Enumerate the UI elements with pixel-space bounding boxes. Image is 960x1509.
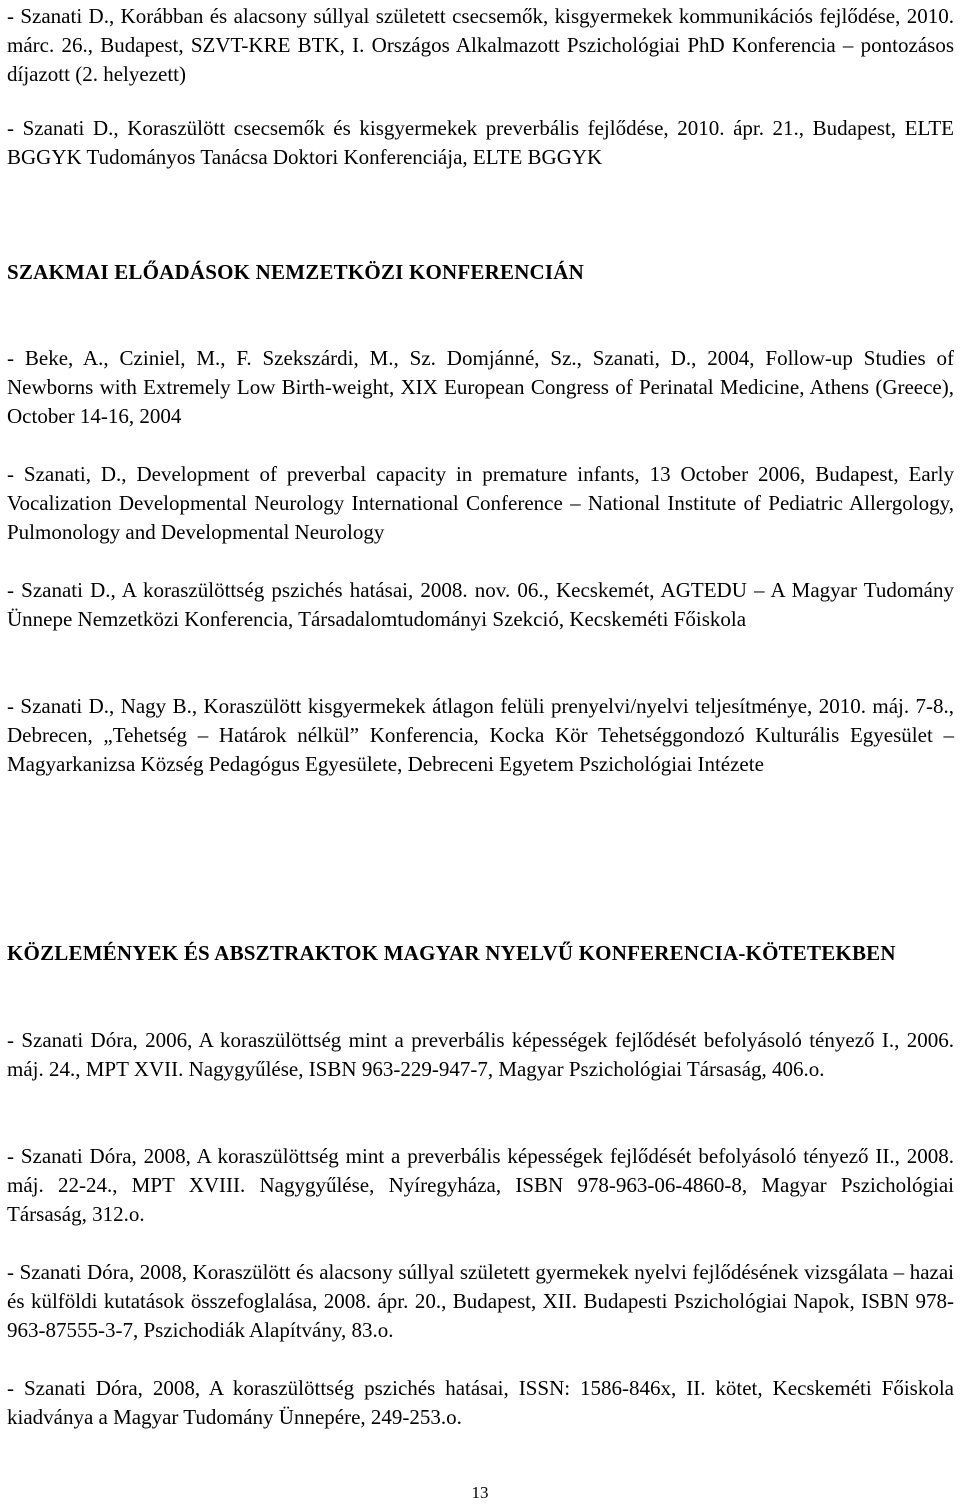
entry-publication-2: - Szanati Dóra, 2008, A koraszülöttség mint a preverbális képességek fejlődését befolyásoló tényező II., 2008. máj. 22-24., MPT XVIII. Nagygyűlése, Nyíregyháza, ISBN 978-963-06-4860-8, Magyar Pszichológiai Társaság, 312.o. <box>7 1144 954 1226</box>
section-heading-international-talks: SZAKMAI ELŐADÁSOK NEMZETKÖZI KONFERENCIÁN <box>7 260 585 284</box>
entry-international-3: - Szanati D., A koraszülöttség pszichés hatásai, 2008. nov. 06., Kecskemét, AGTEDU – A Magyar Tudomány Ünnepe Nemzetközi Konferencia, Társadalomtudományi Szekció, Kecskeméti Főiskola <box>7 578 954 631</box>
entry-publication-1: - Szanati Dóra, 2006, A koraszülöttség mint a preverbális képességek fejlődését befolyásoló tényező I., 2006. máj. 24., MPT XVII. Nagygyűlése, ISBN 963-229-947-7, Magyar Pszichológiai Társaság, 406.o. <box>7 1028 954 1081</box>
page-number: 13 <box>471 1483 489 1502</box>
entry-publication-3: - Szanati Dóra, 2008, Koraszülött és alacsony súllyal született gyermekek nyelvi fejlődésének vizsgálata – hazai és külföldi kutatások összefoglalása, 2008. ápr. 20., Budapest, XII. Budapesti Pszichológiai Napok, ISBN 978-963-87555-3-7, Pszichodiák Alapítvány, 83.o. <box>7 1260 954 1342</box>
entry-international-1: - Beke, A., Cziniel, M., F. Szekszárdi, M., Sz. Domjánné, Sz., Szanati, D., 2004, Follow-up Studies of Newborns with Extremely Low Birth-weight, XIX European Congress of Perinatal Medicine, Athens (Greece), October 14-16, 2004 <box>7 346 954 428</box>
entry-hungarian-conference-2: - Szanati D., Koraszülött csecsemők és kisgyermekek preverbális fejlődése, 2010. ápr. 21., Budapest, ELTE BGGYK Tudományos Tanácsa Doktori Konferenciája, ELTE BGGYK <box>7 116 954 169</box>
entry-hungarian-conference-1: - Szanati D., Korábban és alacsony súllyal született csecsemők, kisgyermekek kommunikációs fejlődése, 2010. márc. 26., Budapest, SZVT-KRE BTK, I. Országos Alkalmazott Pszichológiai PhD Konferencia – pontozásos díjazott (2. helyezett) <box>7 4 954 86</box>
section-heading-publications: KÖZLEMÉNYEK ÉS ABSZTRAKTOK MAGYAR NYELVŰ KONFERENCIA-KÖTETEKBEN <box>7 941 896 965</box>
entry-international-2: - Szanati, D., Development of preverbal capacity in premature infants, 13 October 2006, Budapest, Early Vocalization Developmental Neurology International Conference – National Institute of Pediatric Allergology, Pulmonology and Developmental Neurology <box>7 462 954 544</box>
entry-international-4: - Szanati D., Nagy B., Koraszülött kisgyermekek átlagon felüli prenyelvi/nyelvi teljesítménye, 2010. máj. 7-8., Debrecen, „Tehetség – Határok nélkül” Konferencia, Kocka Kör Tehetséggondozó Kulturális Egyesület – Magyarkanizsa Község Pedagógus Egyesülete, Debreceni Egyetem Pszichológiai Intézete <box>7 694 954 776</box>
entry-publication-4: - Szanati Dóra, 2008, A koraszülöttség pszichés hatásai, ISSN: 1586-846x, II. kötet, Kecskeméti Főiskola kiadványa a Magyar Tudomány Ünnepére, 249-253.o. <box>7 1376 954 1429</box>
